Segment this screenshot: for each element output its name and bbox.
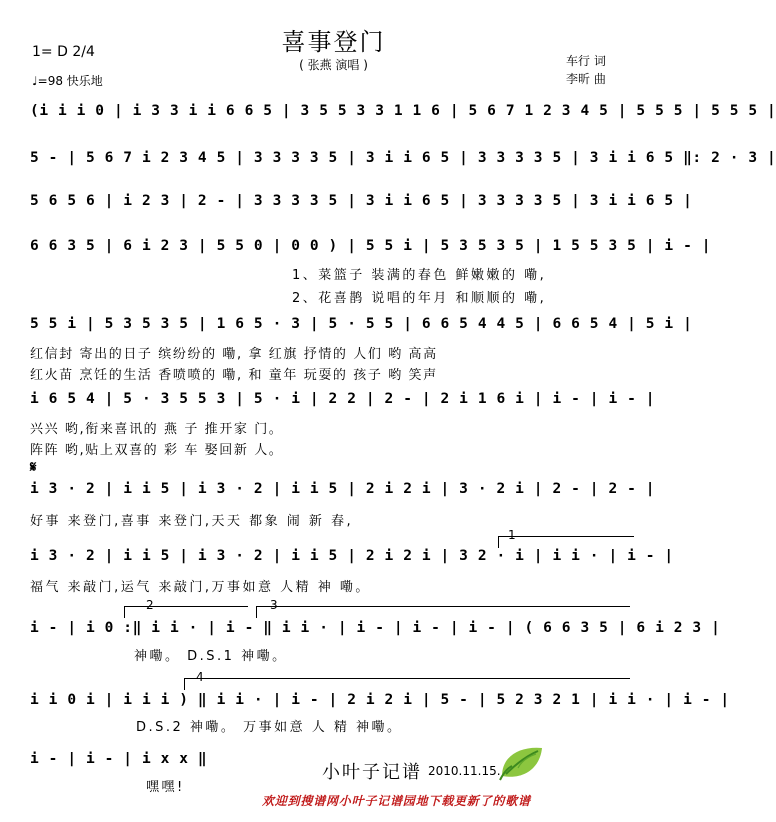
score-line-2: 5 - | 5 6 7 i 2 3 4 5 | 3 3 3 3 5 | 3 i i 6 5 | 3 3 3 3 5 | 3 i i 6 5 ‖: 2 · 3 | xyxy=(30,150,776,166)
volta-2-tick xyxy=(124,606,125,618)
lyric-line-5b: 红火苗 烹饪的生活 香喷喷的 嘞, 和 童年 玩耍的 孩子 哟 笑声 xyxy=(30,368,438,383)
lyric-line-4a: 1、菜篮子 装满的春色 鲜嫩嫩的 嘞, xyxy=(292,268,547,283)
volta-4-label: 4 xyxy=(196,670,204,684)
lyric-line-7: 好事 来登门,喜事 来登门,天天 都象 闹 新 春, xyxy=(30,514,354,529)
lyric-line-10: D.S.2 神嘞。 万事如意 人 精 神嘞。 xyxy=(136,720,403,735)
volta-4-tick xyxy=(184,678,185,690)
score-line-3: 5 6 5 6 | i 2 3 | 2 - | 3 3 3 3 5 | 3 i i 6 5 | 3 3 3 3 5 | 3 i i 6 5 | xyxy=(30,193,693,209)
lyric-line-8: 福气 来敲门,运气 来敲门,万事如意 人精 神 嘞。 xyxy=(30,580,371,595)
volta-4-rule xyxy=(184,678,630,679)
volta-2-label: 2 xyxy=(146,598,154,612)
lyric-line-6b: 阵阵 哟,贴上双喜的 彩 车 娶回新 人。 xyxy=(30,443,284,458)
performer-subtitle: ( 张燕 演唱 ) xyxy=(299,58,368,72)
score-line-11: i - | i - | i x x ‖ xyxy=(30,751,208,767)
score-line-6: i 6 5 4 | 5 · 3 5 5 3 | 5 · i | 2 2 | 2 - | 2 i 1 6 i | i - | i - | xyxy=(30,391,656,407)
score-line-7: i 3 · 2 | i i 5 | i 3 · 2 | i i 5 | 2 i 2 i | 3 · 2 i | 2 - | 2 - | xyxy=(30,481,656,497)
lyric-line-4b: 2、花喜鹊 说唱的年月 和顺顺的 嘞, xyxy=(292,291,547,306)
transcriber-signature: 小叶子记谱 xyxy=(322,762,422,783)
volta-3-tick xyxy=(256,606,257,618)
composer-credit: 李昕 曲 xyxy=(566,72,606,86)
footer-note: 欢迎到搜谱网小叶子记谱园地下载更新了的歌谱 xyxy=(262,794,531,808)
score-line-8: i 3 · 2 | i i 5 | i 3 · 2 | i i 5 | 2 i 2 i | 3 2 · i | i i · | i - | xyxy=(30,548,674,564)
score-line-5: 5 5 i | 5 3 5 3 5 | 1 6 5 · 3 | 5 · 5 5 | 6 6 5 4 4 5 | 6 6 5 4 | 5 i | xyxy=(30,316,693,332)
lyric-line-11: 嘿嘿! xyxy=(146,780,185,795)
tempo-marking: ♩=98 快乐地 xyxy=(32,74,103,88)
lyric-line-5a: 红信封 寄出的日子 缤纷纷的 嘞, 拿 红旗 抒情的 人们 哟 高高 xyxy=(30,347,438,362)
volta-2-rule xyxy=(124,606,248,607)
lyric-line-9: 神嘞。 D.S.1 神嘞。 xyxy=(134,649,288,664)
song-title: 喜事登门 xyxy=(281,28,386,56)
score-line-10: i i 0 i | i i i ) ‖ i i · | i - | 2 i 2 i | 5 - | 5 2 3 2 1 | i i · | i - | xyxy=(30,692,730,708)
leaf-logo-icon xyxy=(498,742,546,782)
volta-1-rule xyxy=(498,536,634,537)
key-signature: 1= D 2/4 xyxy=(32,44,95,60)
score-line-9: i - | i 0 :‖ i i · | i - ‖ i i · | i - | i - | i - | ( 6 6 3 5 | 6 i 2 3 | xyxy=(30,620,721,636)
volta-3-rule xyxy=(256,606,630,607)
score-line-1: (i i i 0 | i 3 3 i i 6 6 5 | 3 5 5 3 3 1 1 6 | 5 6 7 1 2 3 4 5 | 5 5 5 | 5 5 5 | xyxy=(30,103,776,119)
segno-sign: 𝄋 xyxy=(30,458,37,476)
signature-date: 2010.11.15. xyxy=(428,764,501,778)
lyric-line-6a: 兴兴 哟,衔来喜讯的 燕 子 推开家 门。 xyxy=(30,422,284,437)
volta-1-tick xyxy=(498,536,499,548)
lyricist-credit: 车行 词 xyxy=(566,54,606,68)
score-line-4: 6 6 3 5 | 6 i 2 3 | 5 5 0 | 0 0 ) | 5 5 i | 5 3 5 3 5 | 1 5 5 3 5 | i - | xyxy=(30,238,712,254)
volta-3-label: 3 xyxy=(270,598,278,612)
volta-1-label: 1 xyxy=(508,528,516,542)
